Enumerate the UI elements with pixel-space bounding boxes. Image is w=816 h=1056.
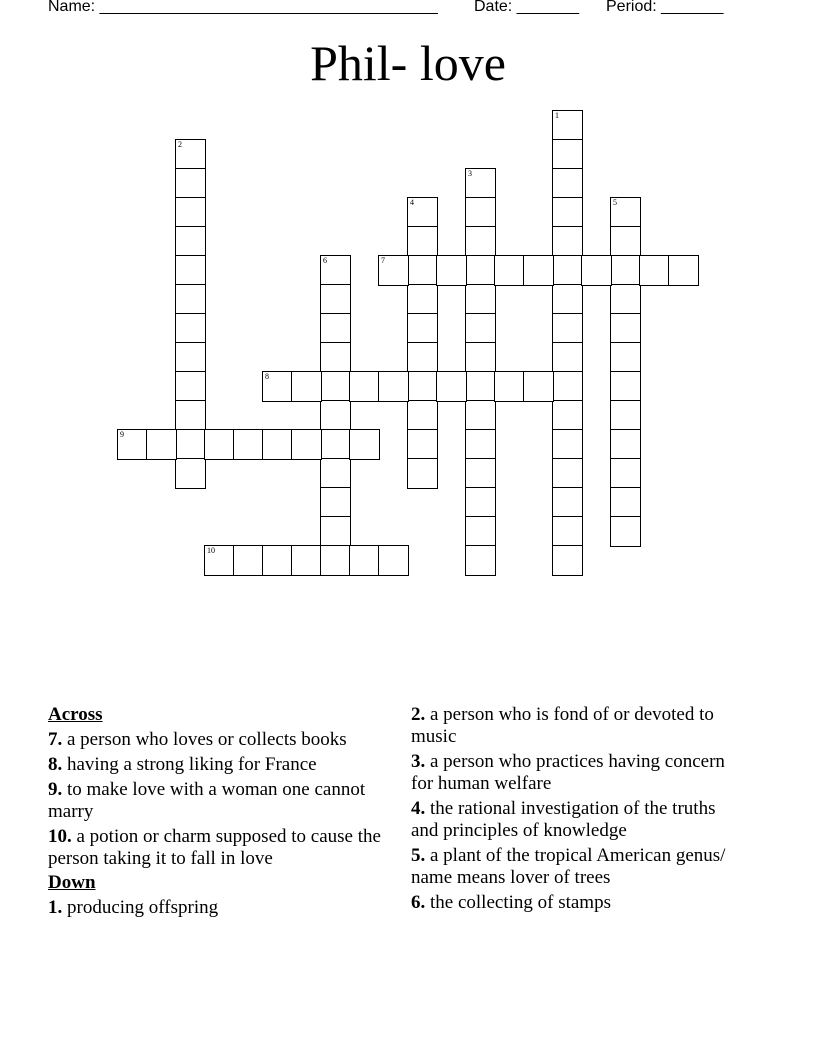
grid-cell[interactable] [494, 371, 525, 402]
grid-cell[interactable] [552, 284, 583, 315]
grid-cell[interactable] [320, 255, 351, 286]
grid-cell[interactable] [552, 371, 583, 402]
grid-cell[interactable] [552, 429, 583, 460]
grid-cell[interactable] [407, 429, 438, 460]
grid-cell[interactable] [465, 545, 496, 576]
clue-number: 9. [48, 779, 63, 800]
grid-cell[interactable] [610, 400, 641, 431]
grid-cell[interactable] [175, 429, 206, 460]
grid-cell[interactable] [349, 545, 380, 576]
grid-cell[interactable] [552, 197, 583, 228]
grid-cell[interactable] [465, 197, 496, 228]
cell-number: 6 [323, 256, 327, 265]
grid-cell[interactable] [233, 429, 264, 460]
clue-text: the collecting of stamps [430, 892, 611, 913]
grid-cell[interactable] [262, 429, 293, 460]
grid-cell[interactable] [436, 255, 467, 286]
grid-cell[interactable] [407, 284, 438, 315]
grid-cell[interactable] [465, 255, 496, 286]
grid-cell[interactable] [552, 313, 583, 344]
grid-cell[interactable] [233, 545, 264, 576]
grid-cell[interactable] [262, 545, 293, 576]
grid-cell[interactable] [262, 371, 293, 402]
grid-cell[interactable] [465, 371, 496, 402]
grid-cell[interactable] [175, 284, 206, 315]
clue-down-5 [411, 845, 731, 889]
grid-cell[interactable] [204, 545, 235, 576]
grid-cell[interactable] [320, 371, 351, 402]
cell-number: 8 [265, 372, 269, 381]
grid-cell[interactable] [320, 516, 351, 547]
grid-cell[interactable] [465, 342, 496, 373]
cell-number: 7 [381, 256, 385, 265]
grid-cell[interactable] [291, 545, 322, 576]
grid-cell[interactable] [407, 313, 438, 344]
clue-number: 7. [48, 729, 63, 750]
grid-cell[interactable] [610, 342, 641, 373]
clue-across-7 [48, 729, 403, 751]
grid-cell[interactable] [378, 545, 409, 576]
clue-across-8 [48, 754, 403, 776]
grid-cell[interactable] [146, 429, 177, 460]
grid-cell[interactable] [407, 371, 438, 402]
clue-text: a person who is fond of or devoted to music [411, 704, 714, 747]
grid-cell[interactable] [668, 255, 699, 286]
grid-cell[interactable] [552, 487, 583, 518]
clue-text: the rational investigation of the truths and principles of knowledge [411, 798, 716, 841]
grid-cell[interactable] [407, 400, 438, 431]
clue-text: a potion or charm supposed to cause the person taking it to fall in love [48, 826, 381, 869]
clue-text: a person who practices having concern for human welfare [411, 751, 725, 794]
clues-column-right [411, 702, 731, 914]
grid-cell[interactable] [291, 429, 322, 460]
grid-cell[interactable] [552, 226, 583, 257]
cell-number: 5 [613, 198, 617, 207]
cell-number: 2 [178, 140, 182, 149]
period-field-label: Period: _______ [606, 0, 724, 15]
clue-number: 6. [411, 892, 426, 913]
grid-cell[interactable] [349, 371, 380, 402]
grid-cell[interactable] [552, 400, 583, 431]
grid-cell[interactable] [552, 545, 583, 576]
grid-cell[interactable] [465, 429, 496, 460]
clue-number: 10. [48, 826, 72, 847]
cell-number: 3 [468, 169, 472, 178]
grid-cell[interactable] [320, 313, 351, 344]
grid-cell[interactable] [117, 429, 148, 460]
cell-number: 4 [410, 198, 414, 207]
grid-cell[interactable] [552, 168, 583, 199]
grid-cell[interactable] [175, 226, 206, 257]
clue-text: a plant of the tropical American genus/ name means lover of trees [411, 845, 726, 888]
cell-number: 9 [120, 430, 124, 439]
grid-cell[interactable] [175, 400, 206, 431]
grid-cell[interactable] [175, 342, 206, 373]
grid-cell[interactable] [639, 255, 670, 286]
grid-cell[interactable] [465, 516, 496, 547]
grid-cell[interactable] [320, 400, 351, 431]
cell-number: 10 [207, 546, 215, 555]
grid-cell[interactable] [291, 371, 322, 402]
grid-cell[interactable] [523, 371, 554, 402]
grid-cell[interactable] [465, 458, 496, 489]
name-field-label: Name: ______________________________________ [48, 0, 438, 15]
clue-text: having a strong liking for France [67, 754, 317, 775]
grid-cell[interactable] [320, 429, 351, 460]
grid-cell[interactable] [175, 371, 206, 402]
grid-cell[interactable] [465, 400, 496, 431]
grid-cell[interactable] [523, 255, 554, 286]
grid-cell[interactable] [407, 342, 438, 373]
clue-number: 4. [411, 798, 426, 819]
grid-cell[interactable] [610, 516, 641, 547]
page-title: Phil- love [310, 35, 506, 91]
clue-across-9 [48, 779, 403, 823]
grid-cell[interactable] [378, 255, 409, 286]
grid-cell[interactable] [552, 516, 583, 547]
grid-cell[interactable] [610, 226, 641, 257]
clue-down-2 [411, 704, 731, 748]
date-field-label: Date: _______ [474, 0, 579, 15]
clue-down-1 [48, 897, 403, 919]
grid-cell[interactable] [552, 110, 583, 141]
grid-cell[interactable] [320, 284, 351, 315]
grid-cell[interactable] [175, 458, 206, 489]
grid-cell[interactable] [320, 545, 351, 576]
grid-cell[interactable] [610, 371, 641, 402]
grid-cell[interactable] [610, 255, 641, 286]
grid-cell[interactable] [610, 313, 641, 344]
grid-cell[interactable] [175, 139, 206, 170]
grid-cell[interactable] [610, 284, 641, 315]
grid-cell[interactable] [465, 226, 496, 257]
grid-cell[interactable] [610, 197, 641, 228]
grid-cell[interactable] [436, 371, 467, 402]
grid-cell[interactable] [552, 458, 583, 489]
grid-cell[interactable] [465, 168, 496, 199]
clue-text: to make love with a woman one cannot marry [48, 779, 366, 822]
grid-cell[interactable] [494, 255, 525, 286]
grid-cell[interactable] [465, 313, 496, 344]
grid-cell[interactable] [610, 429, 641, 460]
cell-number: 1 [555, 111, 559, 120]
clue-down-4 [411, 798, 731, 842]
grid-cell[interactable] [378, 371, 409, 402]
grid-cell[interactable] [552, 139, 583, 170]
grid-cell[interactable] [320, 342, 351, 373]
grid-cell[interactable] [175, 168, 206, 199]
clues-column-left [48, 702, 403, 919]
clue-across-10 [48, 826, 403, 870]
clue-text: a person who loves or collects books [67, 729, 347, 750]
grid-cell[interactable] [610, 487, 641, 518]
grid-cell[interactable] [320, 458, 351, 489]
clue-number: 5. [411, 845, 426, 866]
down-heading: Down [48, 872, 96, 893]
grid-cell[interactable] [320, 487, 351, 518]
clue-down-6 [411, 892, 731, 914]
clue-number: 3. [411, 751, 426, 772]
grid-cell[interactable] [407, 255, 438, 286]
grid-cell[interactable] [465, 284, 496, 315]
clue-down-3 [411, 751, 731, 795]
grid-cell[interactable] [175, 197, 206, 228]
grid-cell[interactable] [581, 255, 612, 286]
clue-text: producing offspring [67, 897, 219, 918]
grid-cell[interactable] [407, 226, 438, 257]
grid-cell[interactable] [552, 255, 583, 286]
grid-cell[interactable] [552, 342, 583, 373]
grid-cell[interactable] [407, 458, 438, 489]
clue-number: 8. [48, 754, 63, 775]
clue-number: 1. [48, 897, 63, 918]
across-heading: Across [48, 704, 103, 725]
grid-cell[interactable] [204, 429, 235, 460]
grid-cell[interactable] [175, 255, 206, 286]
grid-cell[interactable] [407, 197, 438, 228]
clue-number: 2. [411, 704, 426, 725]
grid-cell[interactable] [175, 313, 206, 344]
grid-cell[interactable] [349, 429, 380, 460]
grid-cell[interactable] [610, 458, 641, 489]
grid-cell[interactable] [465, 487, 496, 518]
